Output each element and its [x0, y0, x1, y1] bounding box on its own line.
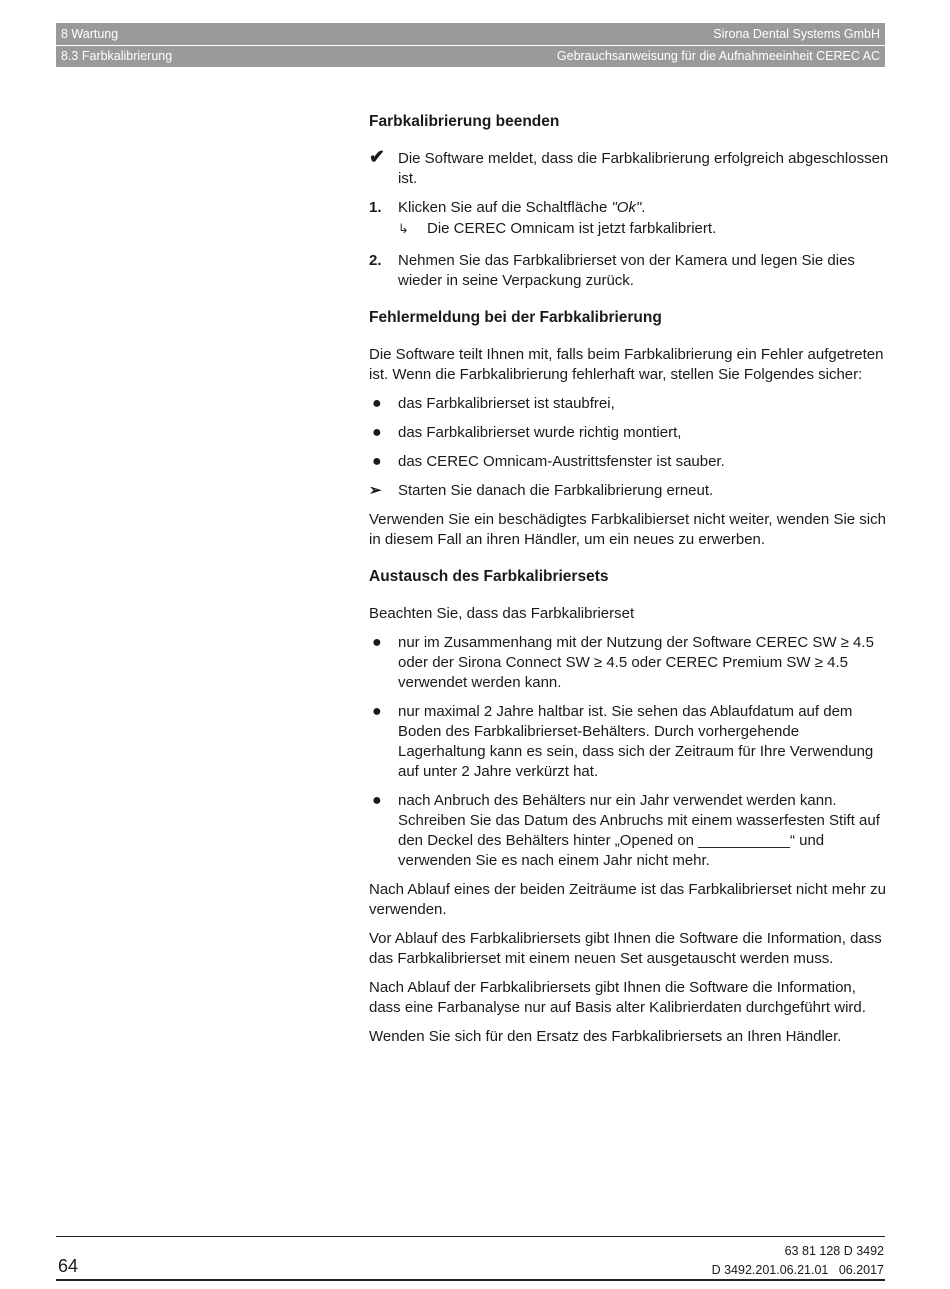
action-text: Starten Sie danach die Farbkalibrierung erneut. — [398, 482, 714, 499]
doc-version: D 3492.201.06.21.01 — [711, 1263, 829, 1277]
check-icon: ✔ — [369, 147, 385, 168]
sec3-intro: Beachten Sie, dass das Farbkalibrierset — [369, 605, 635, 622]
document-reference — [712, 1242, 884, 1280]
check-item — [369, 149, 889, 189]
sec3-para-1: Nach Ablauf eines der beiden Zeiträume ist das Farbkalibrierset nicht mehr zu verwenden. — [369, 881, 886, 918]
header-chapter: 8 Wartung — [61, 27, 119, 41]
header-company: Sirona Dental Systems GmbH — [713, 27, 880, 41]
list-item-text: das Farbkalibrierset ist staubfrei, — [398, 395, 615, 412]
header-section: 8.3 Farbkalibrierung — [61, 49, 173, 63]
header-row-bottom — [56, 45, 885, 67]
list-item — [369, 702, 889, 782]
bullet-icon: ● — [372, 703, 382, 720]
check-text: Die Software meldet, dass die Farbkalibrierung erfolgreich abgeschlossen ist. — [398, 150, 889, 187]
ok-button-reference: "Ok" — [611, 199, 642, 216]
sec2-intro: Die Software teilt Ihnen mit, falls beim Farbkalibrierung ein Fehler aufgetreten ist. Wenn die Farbkalibrierung fehlerhaft war, stellen Sie Folgendes sicher: — [369, 346, 884, 383]
list-item-text: nur im Zusammenhang mit der Nutzung der Software CEREC SW ≥ 4.5 oder der Sirona Connect SW ≥ 4.5 oder CEREC Premium SW ≥ 4.5 verwendet werden kann. — [398, 634, 874, 691]
action-arrow-icon: ➢ — [369, 482, 382, 499]
list-item — [369, 452, 889, 472]
header-manual-title: Gebrauchsanweisung für die Aufnahmeeinheit CEREC AC — [556, 49, 880, 63]
list-item-text: nach Anbruch des Behälters nur ein Jahr verwendet werden kann. Schreiben Sie das Datum des Anbruchs mit einem wasserfesten Stift auf den Deckel des Behälters hinter „Opened on ___________“ und verwenden Sie es nach einem Jahr nicht mehr. — [398, 792, 880, 869]
main-content — [369, 112, 889, 1056]
list-item — [369, 394, 889, 414]
sec2-note: Verwenden Sie ein beschädigtes Farbkalibierset nicht weiter, wenden Sie sich in diesem Fall an ihren Händler, um ein neues zu erwerben. — [369, 511, 886, 548]
heading-fehlermeldung: Fehlermeldung bei der Farbkalibrierung — [369, 309, 662, 326]
list-item-text: das Farbkalibrierset wurde richtig montiert, — [398, 424, 682, 441]
doc-version-line — [712, 1261, 884, 1280]
result-arrow-icon: ↳ — [398, 221, 409, 236]
bullet-icon: ● — [372, 634, 382, 651]
result-text: Die CEREC Omnicam ist jetzt farbkalibriert. — [427, 220, 717, 237]
step-1-result — [369, 219, 889, 239]
list-item-text: nur maximal 2 Jahre haltbar ist. Sie sehen das Ablaufdatum auf dem Boden des Farbkalibrierset-Behälters. Durch vorhergehende Lagerhaltung kann es sein, dass sich der Zeitraum für Ihre Verwendung auf unter 2 Jahre verkürzt hat. — [398, 703, 874, 780]
sec3-para-2: Vor Ablauf des Farbkalibriersets gibt Ihnen die Software die Information, dass das Farbkalibrierset mit einem neuen Set ausgetauscht werden muss. — [369, 930, 882, 967]
heading-austausch: Austausch des Farbkalibriersets — [369, 568, 609, 585]
action-item — [369, 481, 889, 501]
step-number: 1. — [369, 199, 382, 216]
step-1-suffix: . — [641, 199, 646, 216]
bullet-icon: ● — [372, 424, 382, 441]
list-item — [369, 791, 889, 871]
header-row-top — [56, 23, 885, 46]
doc-number: 63 81 128 D 3492 — [784, 1244, 884, 1258]
list-item — [369, 633, 889, 693]
page-header — [56, 23, 885, 67]
step-2 — [369, 251, 889, 291]
step-1-prefix: Klicken Sie auf die Schaltfläche — [398, 199, 612, 216]
bullet-icon: ● — [372, 395, 382, 412]
sec3-para-4: Wenden Sie sich für den Ersatz des Farbkalibriersets an Ihren Händler. — [369, 1028, 842, 1045]
sec3-para-3: Nach Ablauf der Farbkalibriersets gibt Ihnen die Software die Information, dass eine Farbanalyse nur auf Basis alter Kalibrierdaten durchgeführt wird. — [369, 979, 866, 1016]
page-number: 64 — [58, 1256, 79, 1276]
bullet-icon: ● — [372, 453, 382, 470]
list-item — [369, 423, 889, 443]
step-2-text: Nehmen Sie das Farbkalibrierset von der Kamera und legen Sie dies wieder in seine Verpackung zurück. — [398, 252, 855, 289]
list-item-text: das CEREC Omnicam-Austrittsfenster ist sauber. — [398, 453, 725, 470]
footer-divider-top — [56, 1236, 885, 1237]
doc-date: 06.2017 — [838, 1263, 884, 1277]
bullet-icon: ● — [372, 792, 382, 809]
footer-divider-bottom — [56, 1279, 885, 1281]
heading-farbkalibrierung-beenden: Farbkalibrierung beenden — [369, 113, 560, 130]
step-number: 2. — [369, 252, 382, 269]
step-1 — [369, 198, 889, 218]
